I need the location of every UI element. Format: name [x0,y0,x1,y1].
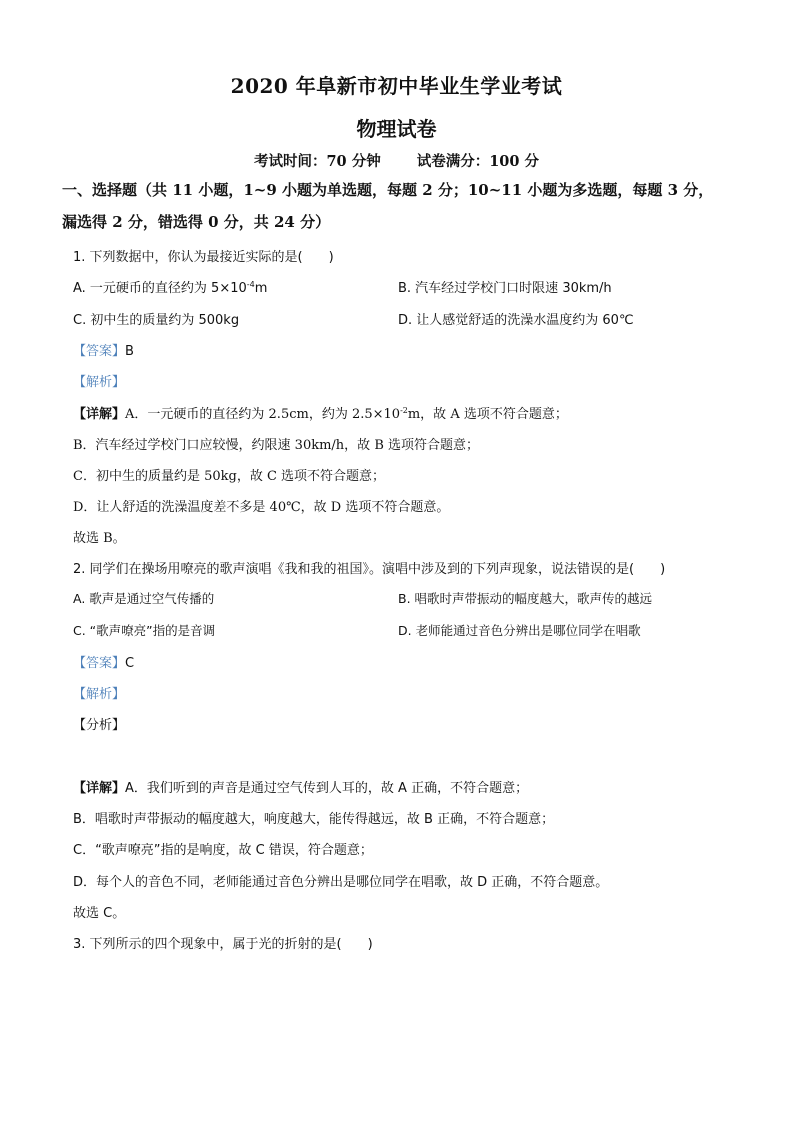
detail-label: 【详解】 [73,781,126,796]
exam-full-score: 试卷满分：100 分 [416,153,540,170]
question-2-stem: 2. 同学们在操场用嘹亮的歌声演唱《我和我的祖国》。演唱中涉及到的下列声现象，说法错误的是( ) [73,562,666,577]
question-1-option-d: D. 让人感觉舒适的洗澡水温度约为 60℃ [398,313,634,328]
question-2-analysis-label: 【解析】 [73,687,126,702]
question-2-detail-c: C．“歌声嘹亮”指的是响度，故 C 错误，符合题意； [73,843,373,858]
question-1-conclusion: 故选 B。 [73,531,126,546]
question-1-option-c: C. 初中生的质量约为 500kg [73,313,240,328]
question-1-stem: 1. 下列数据中，你认为最接近实际的是( ) [73,250,334,265]
option-a-unit: m [254,281,268,296]
question-1-answer [73,340,134,359]
answer-label: 【答案】 [73,656,126,671]
exam-title: 2020 年阜新市初中毕业生学业考试 [230,74,563,98]
answer-label: 【答案】 [73,344,126,359]
question-2-option-b: B. 唱歌时声带振动的幅度越大，歌声传的越远 [398,591,653,606]
question-2-breakdown-label: 【分析】 [73,718,126,733]
section-heading-line1: 一、选择题（共 11 小题，1~9 小题为单选题，每题 2 分；10~11 小题为多选题，每题 3 分， [62,181,714,199]
answer-value: B [125,344,134,359]
detail-a-tail: m，故 A 选项不符合题意； [407,407,568,422]
question-2-detail-b: B．唱歌时声带振动的幅度越大，响度越大，能传得越远，故 B 正确，不符合题意； [73,812,555,827]
section-heading [62,174,742,238]
question-2-detail-a [73,777,528,796]
question-2-conclusion: 故选 C。 [73,906,126,921]
question-2-answer [73,652,134,671]
question-1-option-a [73,277,267,296]
exam-time: 考试时间：70 分钟 [253,153,381,170]
detail-label: 【详解】 [73,407,126,422]
question-2-option-a: A. 歌声是通过空气传播的 [73,591,215,606]
exam-subtitle: 物理试卷 [356,117,437,141]
question-1-option-b: B. 汽车经过学校门口时限速 30km/h [398,281,612,296]
option-a-text: A. 一元硬币的直径约为 5×10 [73,281,247,296]
question-2-option-c: C. “歌声嘹亮”指的是音调 [73,623,216,638]
question-2-detail-d: D．每个人的音色不同，老师能通过音色分辨出是哪位同学在唱歌，故 D 正确，不符合题意。 [73,875,609,890]
question-3-stem: 3. 下列所示的四个现象中，属于光的折射的是( ) [73,937,373,952]
question-1-detail-d: D．让人舒适的洗澡温度差不多是 40℃，故 D 选项不符合题意。 [73,500,450,515]
detail-a-text: A．我们听到的声音是通过空气传到人耳的，故 A 正确，不符合题意； [125,781,529,796]
question-1-detail-c: C．初中生的质量约是 50kg，故 C 选项不符合题意； [73,469,386,484]
question-2-option-d: D. 老师能通过音色分辨出是哪位同学在唱歌 [398,623,641,638]
option-a-exponent: -4 [246,280,255,289]
section-heading-line2: 漏选得 2 分，错选得 0 分，共 24 分） [62,213,331,231]
question-1-detail-a [73,403,568,422]
exam-meta [0,150,793,171]
question-1-analysis-label: 【解析】 [73,375,126,390]
question-1-detail-b: B．汽车经过学校门口应较慢，约限速 30km/h，故 B 选项符合题意； [73,438,480,453]
detail-a-text: A．一元硬币的直径约为 2.5cm，约为 2.5×10 [125,407,401,422]
answer-value: C [125,656,135,671]
detail-a-exponent: -2 [400,406,408,415]
